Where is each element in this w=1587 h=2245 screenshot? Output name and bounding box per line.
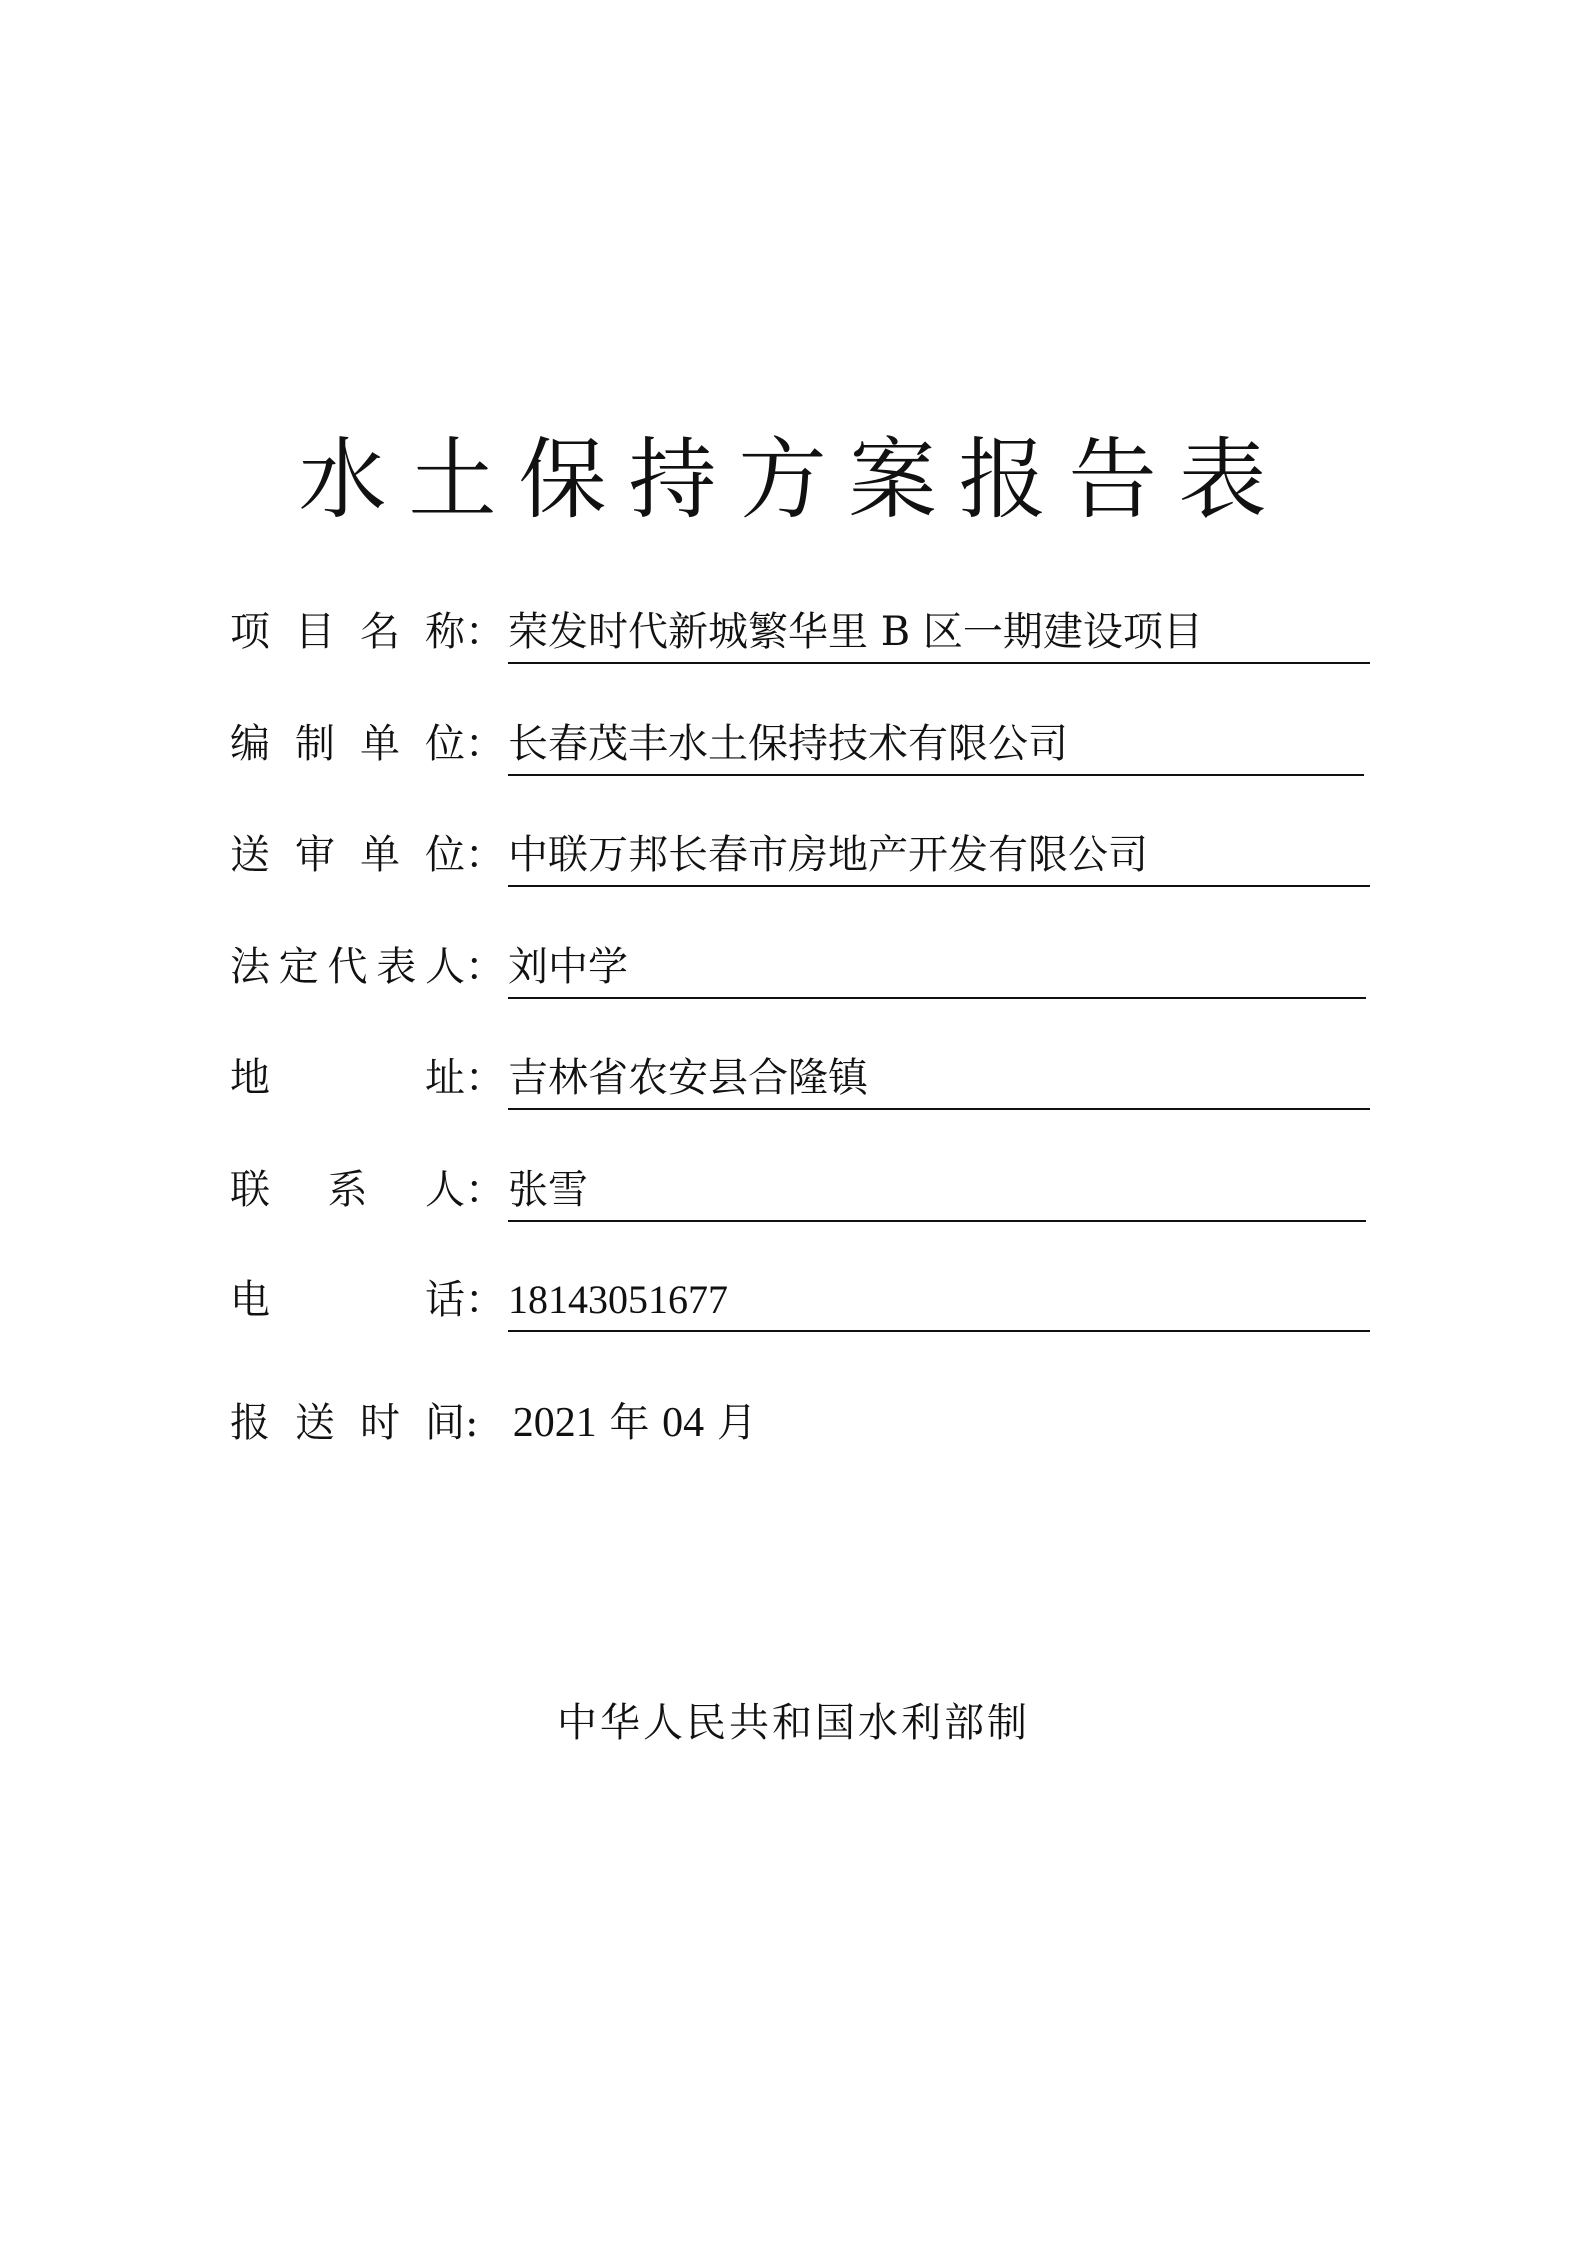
field-label-text: 法定代表人 xyxy=(230,944,465,990)
field-value-text: 中联万邦长春市房地产开发有限公司 xyxy=(508,832,1148,878)
field-value-text: 长春茂丰水土保持技术有限公司 xyxy=(508,721,1068,767)
submission-year-unit: 年 xyxy=(609,1400,650,1446)
field-compiling-unit xyxy=(230,712,1370,776)
field-value-underline xyxy=(508,827,1370,887)
field-colon: ： xyxy=(465,944,505,990)
field-label-text: 地址 xyxy=(230,1055,465,1101)
field-colon: ： xyxy=(465,721,505,767)
field-label xyxy=(230,718,505,770)
submission-month: 04 xyxy=(662,1400,705,1446)
field-value-underline xyxy=(508,1162,1366,1222)
field-value-text: 吉林省农安县合隆镇 xyxy=(508,1055,868,1101)
submission-year: 2021 xyxy=(512,1400,597,1446)
field-submitting-unit xyxy=(230,823,1370,887)
field-colon: ： xyxy=(465,609,505,655)
field-project-name xyxy=(230,600,1370,664)
field-colon: ： xyxy=(465,1277,505,1323)
field-label-text: 送审单位 xyxy=(230,832,465,878)
field-label xyxy=(230,1274,505,1326)
issuing-authority: 中华人民共和国水利部制 xyxy=(557,1700,1030,1746)
field-value-underline xyxy=(508,604,1370,664)
field-legal-representative xyxy=(230,935,1370,999)
field-label-text: 电话 xyxy=(230,1277,465,1323)
field-value-text: 张雪 xyxy=(508,1167,588,1213)
field-label-text: 联系人 xyxy=(230,1167,465,1213)
submission-date xyxy=(230,1395,757,1451)
field-contact-person xyxy=(230,1158,1370,1222)
field-address xyxy=(230,1046,1370,1110)
field-label xyxy=(230,606,505,658)
field-label xyxy=(230,941,505,993)
field-value-text: 荣发时代新城繁华里 B 区一期建设项目 xyxy=(508,609,1203,655)
field-label xyxy=(230,829,505,881)
field-value-underline xyxy=(508,939,1366,999)
field-value-underline xyxy=(508,1272,1370,1332)
field-colon: ： xyxy=(465,1055,505,1101)
field-colon: ： xyxy=(465,832,505,878)
field-label xyxy=(230,1164,505,1216)
field-colon: ： xyxy=(465,1167,505,1213)
field-label-text: 项目名称 xyxy=(230,609,465,655)
field-value-underline xyxy=(508,716,1364,776)
field-label xyxy=(230,1052,505,1104)
field-value-underline xyxy=(508,1050,1370,1110)
field-label-text: 编制单位 xyxy=(230,721,465,767)
field-value-text: 刘中学 xyxy=(508,944,628,990)
submission-date-label: 报送时间 xyxy=(230,1400,465,1446)
field-phone xyxy=(230,1268,1370,1332)
field-value-text: 18143051677 xyxy=(508,1277,728,1322)
document-title: 水土保持方案报告表 xyxy=(298,428,1289,531)
submission-month-unit: 月 xyxy=(716,1400,757,1446)
submission-date-colon: : xyxy=(465,1400,479,1446)
